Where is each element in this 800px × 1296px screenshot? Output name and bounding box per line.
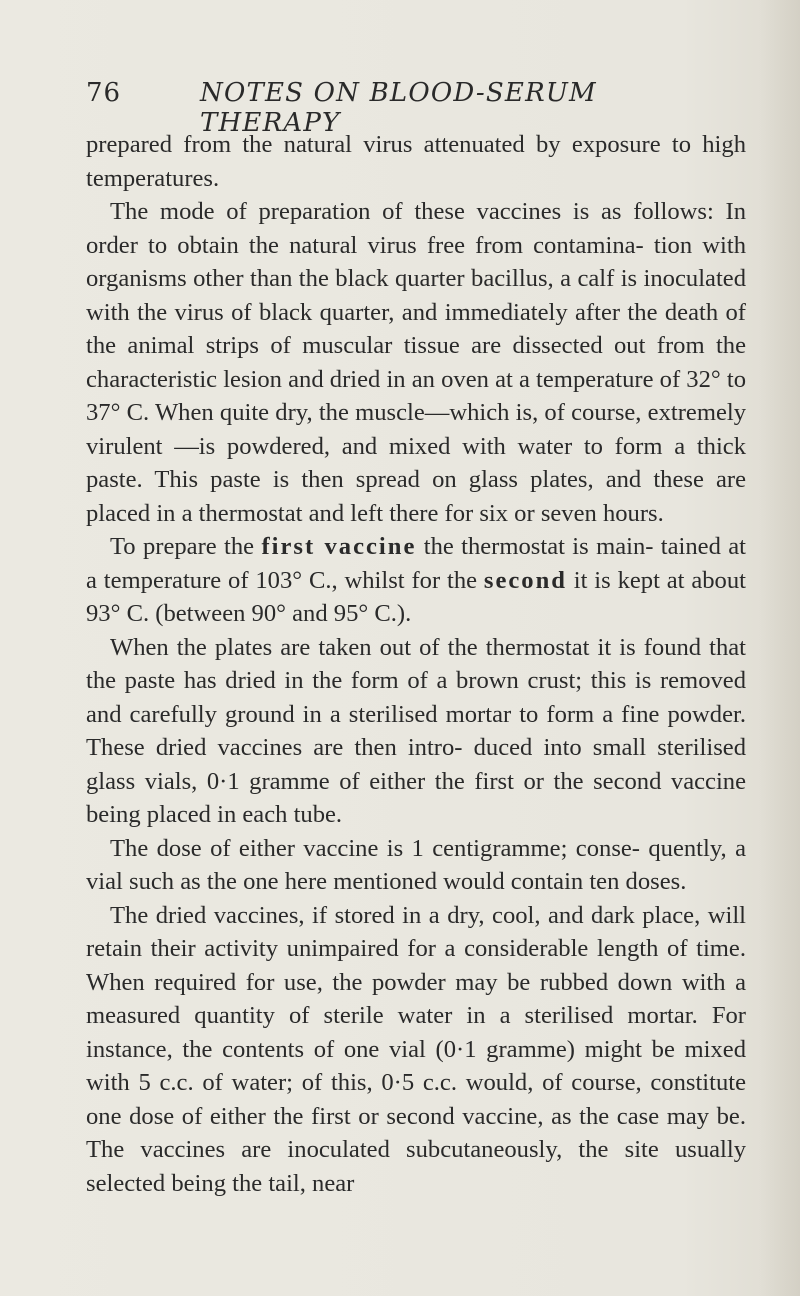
paragraph-3-text-a: To prepare the [110, 533, 262, 560]
paragraph-2: The mode of preparation of these vaccines is as follows: In order to obtain the natural virus free from contamina- tion with organisms other than the black quarter bacillus, a calf is inoculated with the virus of black quarter, and immediately after the death of the animal strips of muscular tissue are dissected out from the characteristic lesion and dried in an oven at a temperature of 32° to 37° C. When quite dry, the muscle—which is, of course, extremely virulent —is powdered, and mixed with water to form a thick paste. This paste is then spread on glass plates, and these are placed in a thermostat and left there for six or seven hours. [86, 198, 746, 527]
paragraph-4: When the plates are taken out of the thermostat it is found that the paste has dried in the form of a brown crust; this is removed and carefully ground in a sterilised mortar to form a fine powder. These dried vaccines are then intro- duced into small sterilised glass vials, 0·1 gramme of either the first or the second vaccine being placed in each tube. [86, 633, 746, 828]
page-header [86, 78, 746, 138]
paragraph-3-text-c: it is kept at about 93° C. (between 90° and 95° C.). [86, 566, 746, 627]
paragraph-3-text-b: the thermostat is main- tained at a temperature of 103° C., whilst for the [86, 533, 746, 594]
paragraph-1: prepared from the natural virus attenuated by exposure to high temperatures. [86, 131, 746, 192]
paragraph-3 [86, 530, 746, 631]
page-number: 76 [86, 78, 122, 108]
first-vaccine-term: first vaccine [261, 533, 417, 560]
body-text [86, 128, 746, 1200]
paragraph-5: The dose of either vaccine is 1 centigramme; conse- quently, a vial such as the one here mentioned would contain ten doses. [86, 834, 746, 895]
page-edge-shadow [760, 0, 800, 1296]
second-vaccine-term: second [483, 566, 567, 594]
running-title: NOTES ON BLOOD-SERUM THERAPY [200, 78, 597, 138]
paragraph-6: The dried vaccines, if stored in a dry, cool, and dark place, will retain their activity unimpaired for a considerable length of time. When required for use, the powder may be rubbed down with a measured quantity of sterile water in a sterilised mortar. For instance, the contents of one vial (0·1 gramme) might be mixed with 5 c.c. of water; of this, 0·5 c.c. would, of course, constitute one dose of either the first or second vaccine, as the case may be. The vaccines are inoculated subcutaneously, the site usually selected being the tail, near [86, 901, 746, 1197]
